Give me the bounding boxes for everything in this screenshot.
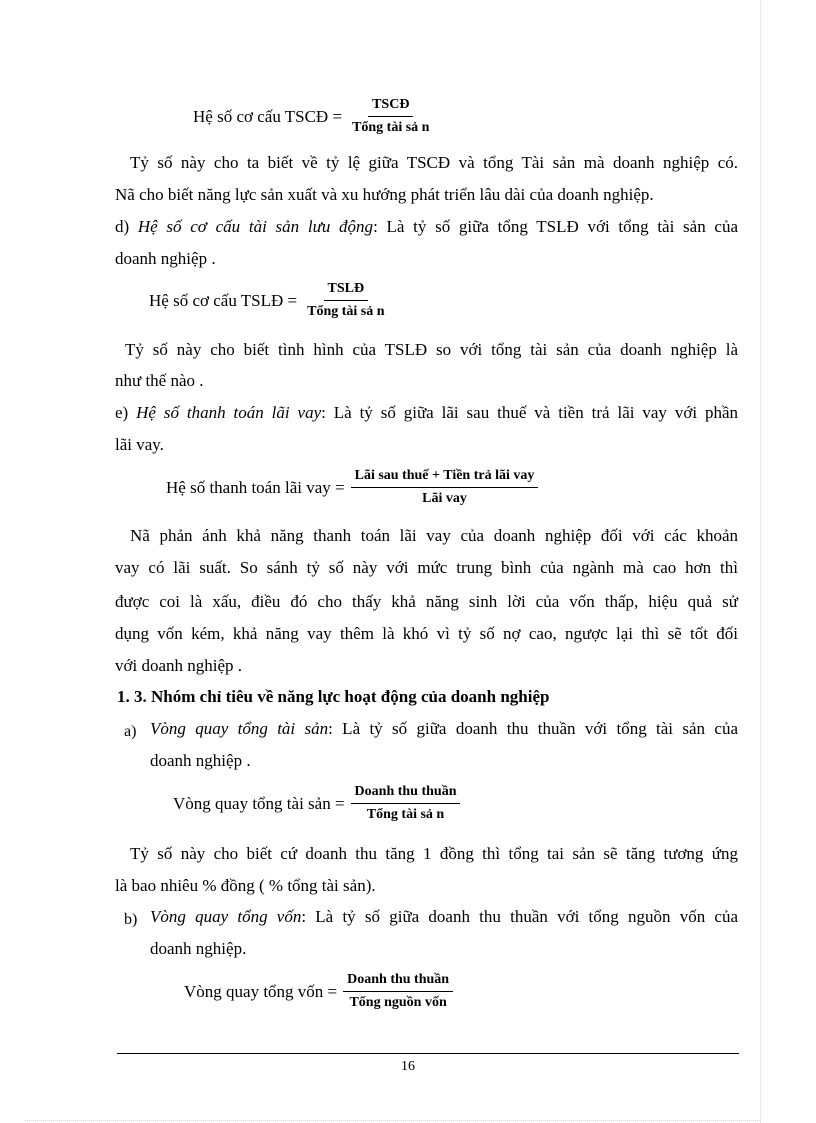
page-edge-right [760, 0, 761, 1123]
formula-lhs: Hệ số cơ cấu TSLĐ = [149, 290, 298, 310]
paragraph-line: doanh nghiệp . [150, 751, 251, 770]
formula-lhs: Vòng quay tổng tài sản = [173, 793, 345, 813]
item-d [115, 217, 738, 237]
item-b [150, 907, 738, 927]
formula-asset-turnover [173, 783, 460, 824]
item-prefix: a) [124, 723, 137, 740]
fraction-denominator: Tổng tài sả n [352, 120, 430, 135]
paragraph-line: doanh nghiệp. [150, 939, 247, 958]
item-prefix: b) [124, 911, 138, 928]
paragraph-line: là bao nhiêu % đồng ( % tổng tài sản). [115, 876, 376, 895]
fraction-denominator: Lãi vay [422, 491, 467, 506]
item-text: : Là tỷ số giữa lãi sau thuế và tiền trả lãi vay với phần [321, 403, 738, 422]
paragraph-line: Nã phản ánh khả năng thanh toán lãi vay của doanh nghiệp đối với các khoản [130, 526, 738, 545]
item-e [115, 403, 738, 423]
fraction-denominator: Tổng tài sả n [366, 807, 445, 822]
fraction-numerator: TSLĐ [324, 280, 369, 301]
item-text: : Là tỷ số giữa doanh thu thuần với tổng nguồn vốn của [301, 907, 738, 926]
fraction-denominator: Tổng tài sả n [307, 304, 385, 319]
item-prefix: d) [115, 217, 130, 236]
paragraph-line: vay có lãi suất. So sánh tỷ số này với mức trung bình của ngành mà cao hơn thì [115, 558, 738, 577]
paragraph-line: như thế nào . [115, 371, 204, 390]
page-number: 16 [401, 1059, 415, 1074]
fraction-numerator: Doanh thu thuần [343, 971, 453, 992]
paragraph-line: Tỷ số này cho ta biết về tỷ lệ giữa TSCĐ và tổng Tài sản mà doanh nghiệp có. [130, 153, 738, 172]
fraction [303, 280, 388, 321]
paragraph-line: với doanh nghiệp . [115, 656, 243, 675]
paragraph-line: dụng vốn kém, khả năng vay thêm là khó vì tỷ số nợ cao, ngược lại thì sẽ tốt đối [115, 624, 738, 643]
fraction-denominator: Tổng nguồn vốn [349, 995, 447, 1010]
item-term: Vòng quay tổng vốn [150, 907, 302, 926]
section-heading: 1. 3. Nhóm chỉ tiêu về năng lực hoạt động của doanh nghiệp [117, 687, 550, 706]
footer-rule [117, 1053, 739, 1054]
fraction [343, 971, 453, 1012]
paragraph-line: doanh nghiệp . [115, 249, 216, 268]
fraction [351, 783, 461, 824]
paragraph-line: lãi vay. [115, 435, 164, 454]
formula-interest-coverage [166, 467, 538, 508]
fraction-numerator: TSCĐ [368, 96, 413, 117]
fraction [348, 96, 433, 137]
paragraph-line: Tỷ số này cho biết tình hình của TSLĐ so với tổng tài sản của doanh nghiệp là [125, 340, 738, 359]
item-a [150, 719, 738, 739]
item-term: Hệ số thanh toán lãi vay [136, 403, 322, 422]
formula-tscd-ratio [193, 96, 433, 137]
formula-lhs: Hệ số thanh toán lãi vay = [166, 477, 345, 497]
item-text: : Là tỷ số giữa tổng TSLĐ với tổng tài sản của [373, 217, 738, 236]
fraction-numerator: Lãi sau thuế + Tiền trả lãi vay [351, 467, 539, 488]
fraction [351, 467, 539, 508]
item-text: : Là tỷ số giữa doanh thu thuần với tổng tài sản của [328, 719, 738, 738]
formula-lhs: Vòng quay tổng vốn = [184, 981, 338, 1001]
paragraph-line: Tỷ số này cho biết cứ doanh thu tăng 1 đồng thì tổng tai sản sẽ tăng tương ứng [130, 844, 738, 863]
page-edge-bottom [25, 1120, 760, 1121]
formula-lhs: Hệ số cơ cấu TSCĐ = [193, 106, 343, 126]
paragraph-line: Nã cho biết năng lực sản xuất và xu hướng phát triển lâu dài của doanh nghiệp. [115, 185, 654, 204]
fraction-numerator: Doanh thu thuần [351, 783, 461, 804]
item-prefix: e) [115, 403, 129, 422]
formula-capital-turnover [184, 971, 453, 1012]
paragraph-line: được coi là xấu, điều đó cho thấy khả năng sinh lời của vốn thấp, hiệu quả sử [115, 592, 738, 611]
item-term: Hệ số cơ cấu tài sản lưu động [137, 217, 374, 236]
item-term: Vòng quay tổng tài sản [150, 719, 329, 738]
formula-tsld-ratio [149, 280, 389, 321]
